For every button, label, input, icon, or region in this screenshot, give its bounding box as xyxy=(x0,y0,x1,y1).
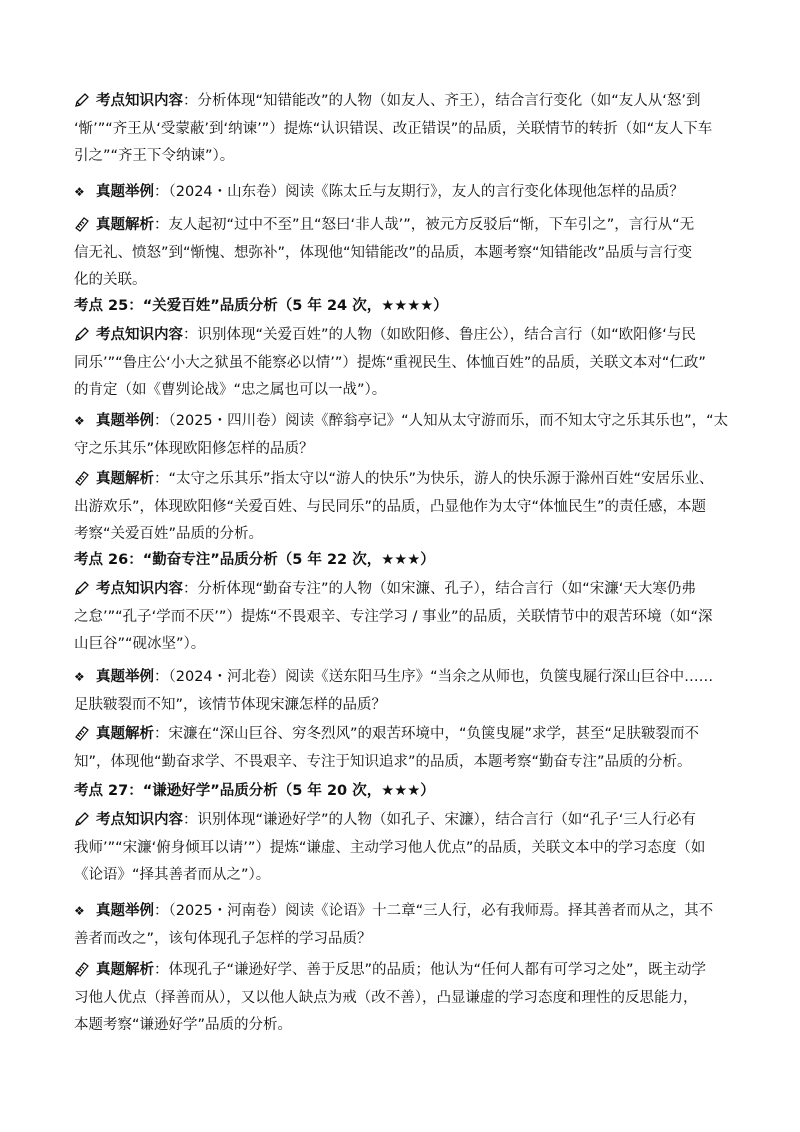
ruler-pencil-icon xyxy=(74,721,96,749)
example-block-27 xyxy=(74,898,736,953)
pencil-icon xyxy=(74,322,96,350)
analysis-block-27 xyxy=(74,957,736,1040)
knowledge-line: 考点知识内容：分析体现“知错能改”的人物（如友人、齐王），结合言行变化（如“友人从‘怒’到 xyxy=(74,88,736,116)
knowledge-label: 考点知识内容 xyxy=(96,327,183,343)
section-heading-25: 考点 25：“关爱百姓”品质分析（5 年 24 次，★★★★） xyxy=(74,298,448,314)
analysis-line: 化的关联。 xyxy=(74,272,147,288)
example-line: ❖ 真题举例：（2024・山东卷）阅读《陈太丘与友期行》，友人的言行变化体现他怎样的品质？ xyxy=(74,179,736,207)
example-label: 真题举例 xyxy=(96,413,154,429)
knowledge-line: 《论语》“择其善者而从之”）。 xyxy=(74,867,271,883)
knowledge-block-26 xyxy=(74,576,736,659)
knowledge-line: 考点知识内容：分析体现“勤奋专注”的人物（如宋濂、孔子），结合言行（如“宋濂‘天大寒仍弗 xyxy=(74,576,736,604)
analysis-line: 真题解析：友人起初“过中不至”且“怒曰‘非人哉’”，被元方反驳后“惭，下车引之”，言行从“无 xyxy=(74,212,736,240)
analysis-line: 真题解析：体现孔子“谦逊好学、善于反思”的品质；他认为“任何人都有可学习之处”，既主动学 xyxy=(74,957,736,985)
knowledge-label: 考点知识内容 xyxy=(96,581,183,597)
analysis-line: 本题考察“谦逊好学”品质的分析。 xyxy=(74,1017,293,1033)
example-line: 守之乐其乐”体现欧阳修怎样的品质？ xyxy=(74,440,314,457)
knowledge-block-24 xyxy=(74,88,736,171)
knowledge-block-27 xyxy=(74,807,736,890)
analysis-label: 真题解析 xyxy=(96,962,154,978)
analysis-line: 出游欢乐”，体现欧阳修“关爱百姓、与民同乐”的品质，凸显他作为太守“体恤民生”的责任感，本题 xyxy=(74,498,707,515)
ruler-pencil-icon xyxy=(74,212,96,240)
analysis-block-25 xyxy=(74,466,736,549)
analysis-line: 真题解析：宋濂在“深山巨谷、穷冬烈风”的艰苦环境中，“负箧曳屣”求学，甚至“足肤皲裂而不 xyxy=(74,721,736,749)
analysis-line: 真题解析：“太守之乐其乐”指太守以“游人的快乐”为快乐，游人的快乐源于滁州百姓“安居乐业、 xyxy=(74,466,736,494)
knowledge-label: 考点知识内容 xyxy=(96,93,183,109)
analysis-line: 考察“关爱百姓”品质的分析。 xyxy=(74,526,264,542)
knowledge-line: 考点知识内容：识别体现“谦逊好学”的人物（如孔子、宋濂），结合言行（如“孔子‘三人行必有 xyxy=(74,807,736,835)
knowledge-line: 引之”“齐王下令纳谏”）。 xyxy=(74,148,235,164)
example-block-24 xyxy=(74,179,736,207)
analysis-block-24 xyxy=(74,212,736,295)
knowledge-line: 之怠’”“孔子‘学而不厌’”）提炼“不畏艰辛、专注学习 / 事业”的品质，关联情节中的艰苦环境（如“深 xyxy=(74,608,713,625)
analysis-label: 真题解析 xyxy=(96,217,154,233)
knowledge-block-25 xyxy=(74,322,736,405)
analysis-line: 知”，体现他“勤奋求学、不畏艰辛、专注于知识追求”的品质，本题考察“勤奋专注”品质的分析。 xyxy=(74,753,692,770)
example-line: ❖ 真题举例：（2025・河南卷）阅读《论语》十二章“三人行，必有我师焉。择其善者而从之，其不 xyxy=(74,898,736,926)
example-label: 真题举例 xyxy=(96,184,154,200)
analysis-label: 真题解析 xyxy=(96,726,154,742)
analysis-label: 真题解析 xyxy=(96,471,154,487)
section-heading-26: 考点 26：“勤奋专注”品质分析（5 年 22 次，★★★） xyxy=(74,552,435,568)
ruler-pencil-icon xyxy=(74,957,96,985)
knowledge-line: 考点知识内容：识别体现“关爱百姓”的人物（如欧阳修、鲁庄公），结合言行（如“欧阳修‘与民 xyxy=(74,322,736,350)
knowledge-line: 的肯定（如《曹刿论战》“忠之属也可以一战”）。 xyxy=(74,382,387,398)
knowledge-line: ‘惭’”“齐王从‘受蒙蔽’到‘纳谏’”）提炼“认识错误、改正错误”的品质，关联情节的转折（如“友人下车 xyxy=(74,120,713,137)
analysis-line: 信无礼、愤怒”到“惭愧、想弥补”，体现他“知错能改”的品质，本题考察“知错能改”品质与言行变 xyxy=(74,244,693,261)
diamond-bullet-icon: ❖ xyxy=(74,904,85,918)
example-label: 真题举例 xyxy=(96,903,154,919)
pencil-icon xyxy=(74,88,96,116)
knowledge-label: 考点知识内容 xyxy=(96,812,183,828)
example-line: 善者而改之”，该句体现孔子怎样的学习品质？ xyxy=(74,930,372,947)
pencil-icon xyxy=(74,576,96,604)
knowledge-line: 我师’”“宋濂‘俯身倾耳以请’”）提炼“谦虚、主动学习他人优点”的品质，关联文本中的学习态度（如 xyxy=(74,839,706,856)
knowledge-line: 同乐’”“鲁庄公‘小大之狱虽不能察必以情’”）提炼“重视民生、体恤百姓”的品质，关联文本对“仁政” xyxy=(74,354,706,371)
example-line: ❖ 真题举例：（2025・四川卷）阅读《醉翁亭记》“人知从太守游而乐，而不知太守之乐其乐也”，“太 xyxy=(74,408,736,436)
example-line: 足肤皲裂而不知”，该情节体现宋濂怎样的品质？ xyxy=(74,696,387,713)
ruler-pencil-icon xyxy=(74,466,96,494)
knowledge-line: 山巨谷”“砚冰坚”）。 xyxy=(74,636,206,652)
example-line: ❖ 真题举例：（2024・河北卷）阅读《送东阳马生序》“当余之从师也，负箧曳屣行深山巨谷中…… xyxy=(74,664,736,692)
example-block-26 xyxy=(74,664,736,719)
diamond-bullet-icon: ❖ xyxy=(74,414,85,428)
analysis-block-26 xyxy=(74,721,736,776)
diamond-bullet-icon: ❖ xyxy=(74,670,85,684)
pencil-icon xyxy=(74,807,96,835)
section-heading-27: 考点 27：“谦逊好学”品质分析（5 年 20 次，★★★） xyxy=(74,783,435,799)
analysis-line: 习他人优点（择善而从），又以他人缺点为戒（改不善），凸显谦虚的学习态度和理性的反思能力， xyxy=(74,989,698,1006)
diamond-bullet-icon: ❖ xyxy=(74,185,85,199)
example-block-25 xyxy=(74,408,736,463)
example-label: 真题举例 xyxy=(96,669,154,685)
